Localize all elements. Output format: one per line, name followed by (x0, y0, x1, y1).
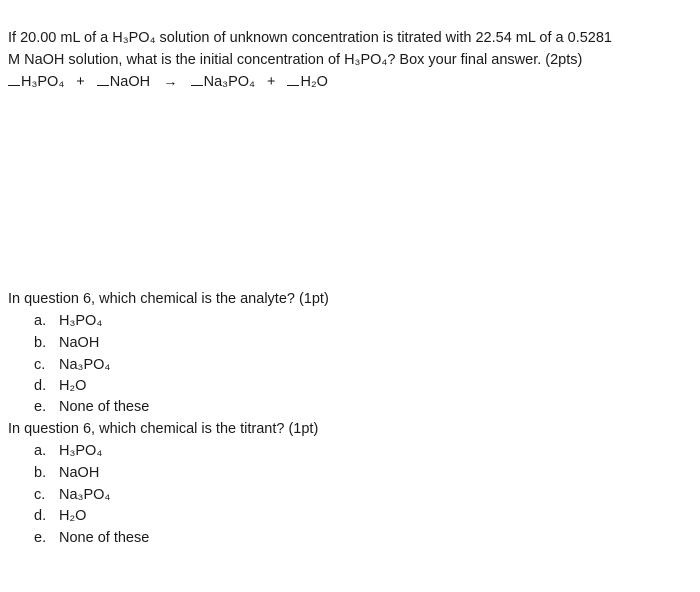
option-text: NaOH (59, 465, 100, 481)
option-letter: d. (34, 378, 47, 394)
titrant-option-c[interactable] (34, 486, 110, 504)
option-letter: e. (34, 530, 47, 546)
product-2: H₂O (300, 74, 328, 90)
analyte-option-a[interactable] (34, 312, 102, 330)
option-text: H₂O (59, 508, 87, 524)
titrant-option-e[interactable] (34, 529, 149, 547)
option-text: Na₃PO₄ (59, 487, 111, 503)
titrant-question-prompt: In question 6, which chemical is the titrant? (1pt) (8, 421, 319, 437)
reactant-2: NaOH (109, 74, 151, 90)
product-1: Na₃PO₄ (203, 74, 255, 90)
option-text: NaOH (59, 335, 100, 351)
option-text: H₃PO₄ (59, 313, 103, 329)
reaction-arrow-icon: → (163, 74, 178, 90)
reactant-1: H₃PO₄ (21, 74, 65, 90)
problem-line-1: If 20.00 mL of a H₃PO₄ solution of unknown concentration is titrated with 22.54 mL of a 0.5281 (8, 30, 612, 46)
option-letter: d. (34, 508, 47, 524)
coefficient-blank[interactable] (191, 73, 203, 86)
option-letter: b. (34, 465, 47, 481)
coefficient-blank[interactable] (97, 73, 109, 86)
problem-line-2: M NaOH solution, what is the initial concentration of H₃PO₄? Box your final answer. (2pts) (8, 52, 583, 68)
option-text: H₃PO₄ (59, 443, 103, 459)
option-text: H₂O (59, 378, 87, 394)
option-text: None of these (59, 399, 150, 415)
titrant-option-a[interactable] (34, 442, 102, 460)
titrant-option-d[interactable] (34, 507, 86, 525)
analyte-option-c[interactable] (34, 356, 110, 374)
option-text: Na₃PO₄ (59, 357, 111, 373)
option-letter: c. (34, 357, 46, 373)
option-letter: b. (34, 335, 47, 351)
analyte-question-prompt: In question 6, which chemical is the analyte? (1pt) (8, 291, 329, 307)
analyte-option-b[interactable] (34, 334, 99, 352)
analyte-option-d[interactable] (34, 377, 86, 395)
option-text: None of these (59, 530, 150, 546)
plus-sign: + (76, 74, 85, 90)
option-letter: a. (34, 443, 47, 459)
plus-sign: + (266, 74, 276, 90)
option-letter: a. (34, 313, 47, 329)
titrant-option-b[interactable] (34, 464, 99, 482)
chemical-equation (8, 73, 328, 91)
coefficient-blank[interactable] (287, 73, 299, 86)
analyte-option-e[interactable] (34, 398, 149, 416)
option-letter: e. (34, 399, 47, 415)
coefficient-blank[interactable] (8, 73, 20, 86)
option-letter: c. (34, 487, 46, 503)
